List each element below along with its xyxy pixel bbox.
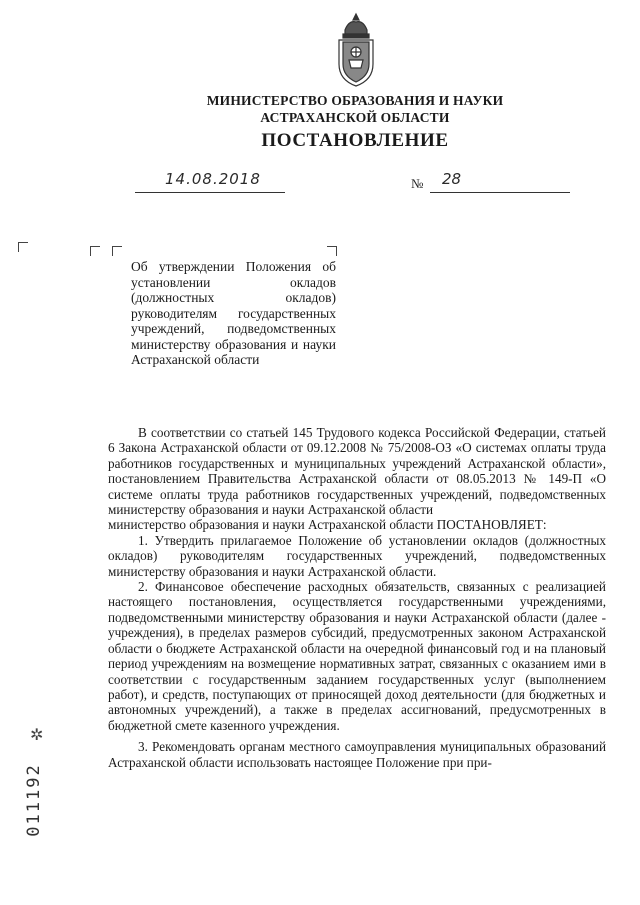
coat-of-arms-emblem [331,12,381,90]
body-paragraph-basis: В соответствии со статьей 145 Трудового кодекса Российской Федерации, статьей 6 Закона Астраханской области от 09.12.2008 № 75/2008-ОЗ «О системах оплаты труда работников государственных и муниципальных учреждений Астраханской области», постановлением Правительства Астраханской области от 08.05.2013 № 149-П «О системе оплаты труда работников государственных учреждений, подведомственных министерству образования и науки Астраханской области [108,425,606,518]
body-item-2: 2. Финансовое обеспечение расходных обязательств, связанных с реализацией настоящего постановления, осуществляется государственными учреждениями, подведомственными министерству образования и науки Астраханской области (далее - учреждения), в пределах размеров субсидий, предусмотренных законом Астраханской области о бюджете Астраханской области на очередной финансовый год и на плановый период учреждениям на возмещение нормативных затрат, связанных с оказанием ими в соответствии с государственным заданием государственных услуг (выполнением работ), и средств, поступающих от приносящей доход деятельности (для бюджетных и автономных учреждений), а также в пределах ассигнований, предусмотренных в бюджетной смете казенного учреждения. [108,579,606,733]
number-field [430,170,570,193]
body-paragraph-resolves: министерство образования и науки Астраханской области ПОСТАНОВЛЯЕТ: [108,517,547,533]
body-item-1: 1. Утвердить прилагаемое Положение об установлении окладов (должностных окладов) руководителям государственных учреждений, подведомственных министерству образования и науки Астраханской области. [108,532,606,579]
number-label: № [411,176,424,191]
stamp-serial-number: 011192 [24,763,44,837]
handwritten-date: 14.08.2018 [165,170,261,188]
date-field [135,170,285,193]
document-subject: Об утверждении Положения об установлении окладов (должностных окладов) руководителям государственных учреждений, подведомственных министерству образования и науки Астраханской области [131,259,336,367]
subject-corner-mark-left-inner [112,246,122,256]
subject-corner-mark-left [90,246,100,256]
handwritten-number: 28 [442,170,462,188]
margin-corner-mark [18,242,28,252]
subject-corner-mark-right [327,246,337,256]
stamp-star-icon: ✲ [30,727,44,744]
document-type-title: ПОСТАНОВЛЕНИЕ [261,130,449,151]
body-item-3: 3. Рекомендовать органам местного самоуправления муниципальных образований Астраханской области использовать настоящее Положение при при- [108,739,606,770]
ministry-name-line2: АСТРАХАНСКОЙ ОБЛАСТИ [260,110,450,125]
ministry-name-line1: МИНИСТЕРСТВО ОБРАЗОВАНИЯ И НАУКИ [206,93,504,108]
document-body [108,425,606,770]
document-header [150,92,560,153]
